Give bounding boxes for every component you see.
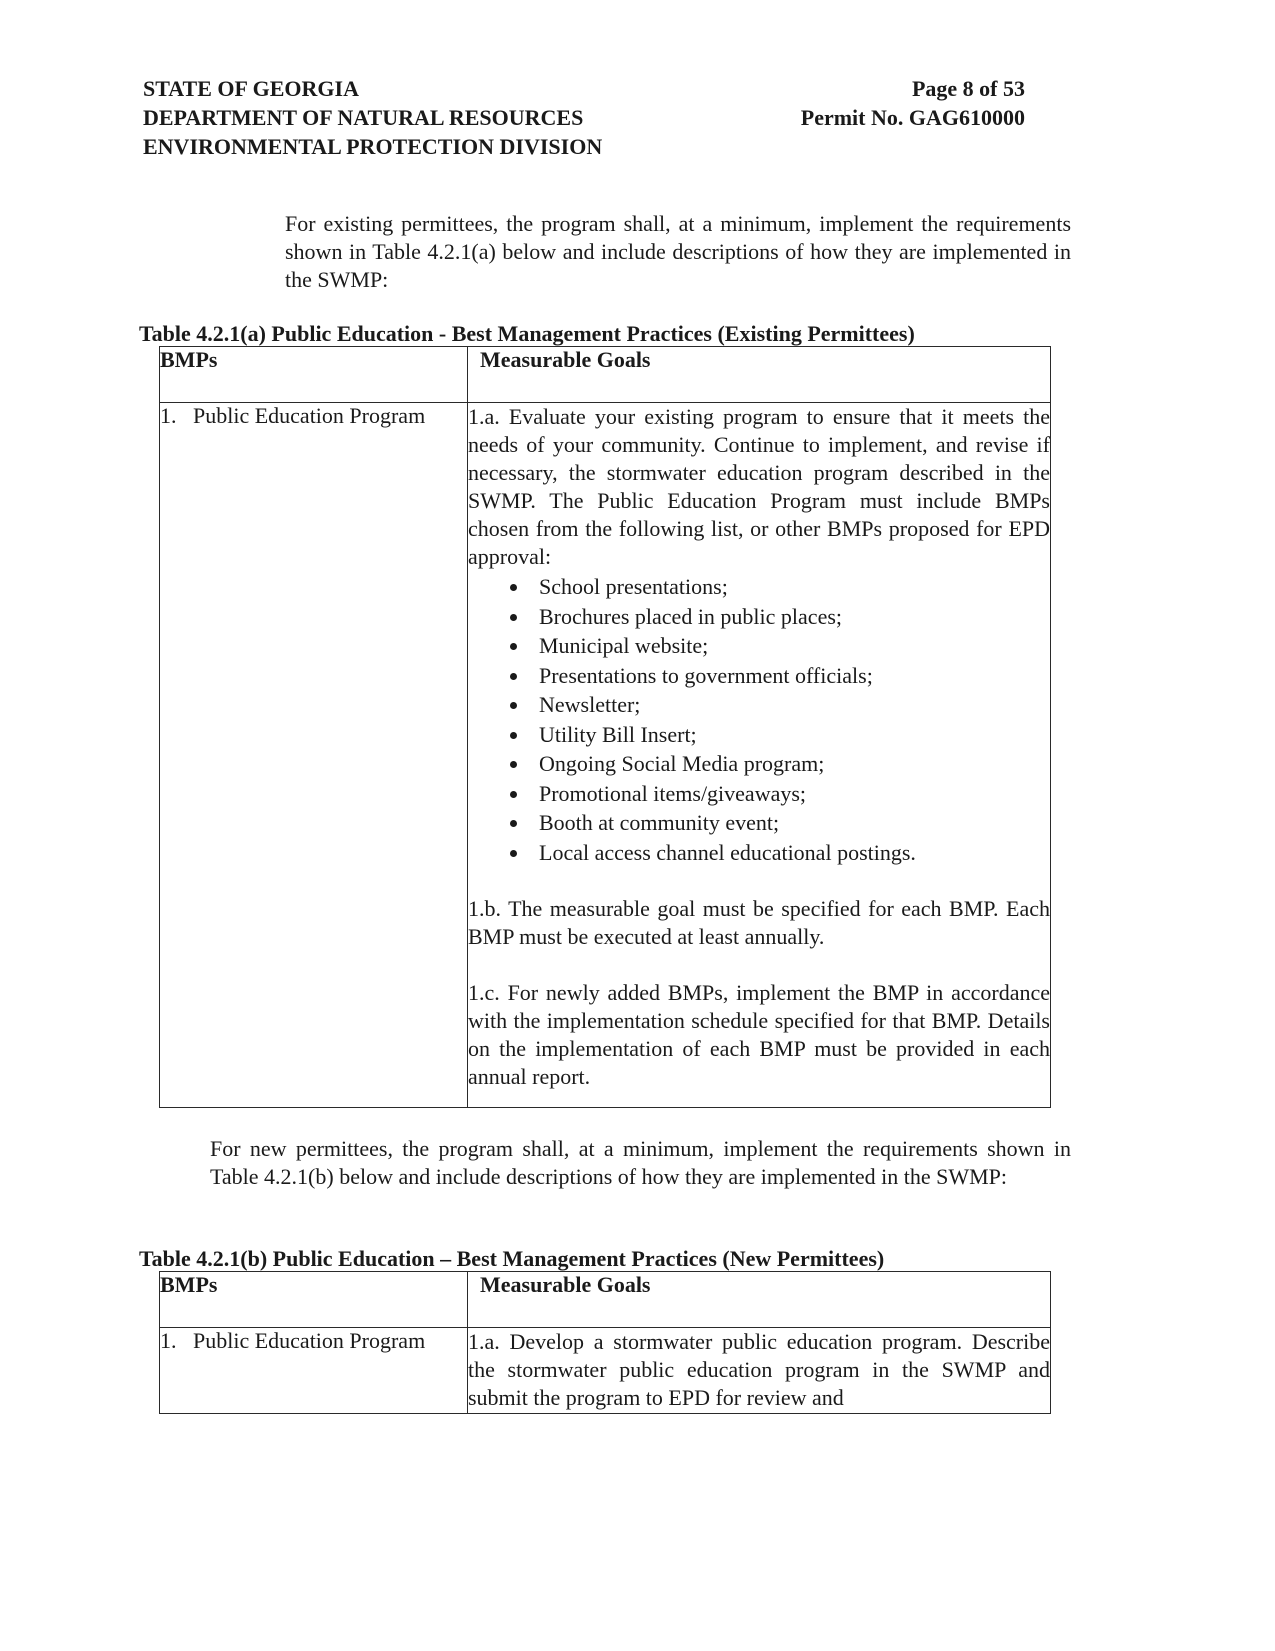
bmp-number: 1. <box>160 1328 177 1353</box>
bmp-cell <box>160 403 468 1108</box>
list-item: Ongoing Social Media program; <box>510 749 1050 779</box>
list-item: Utility Bill Insert; <box>510 720 1050 750</box>
list-item: Booth at community event; <box>510 808 1050 838</box>
bmp-cell <box>160 1328 468 1414</box>
list-item: Local access channel educational postings. <box>510 838 1050 868</box>
col-goals-header: Measurable Goals <box>468 347 1051 403</box>
page-number: Page 8 of 53 <box>911 76 1025 101</box>
table-b <box>159 1271 1051 1414</box>
table-a-caption: Table 4.2.1(a) Public Education - Best Management Practices (Existing Permittees) <box>139 321 915 346</box>
header-division: ENVIRONMENTAL PROTECTION DIVISION <box>143 134 603 159</box>
goal-1a: 1.a. Evaluate your existing program to ensure that it meets the needs of your community. Continue to implement, and revise if necessary, the stormwater education program described in the SWMP. The Public Education Program must include BMPs chosen from the following list, or other BMPs proposed for EPD approval: <box>468 404 1050 569</box>
page-info <box>776 74 1025 132</box>
col-goals-header: Measurable Goals <box>468 1272 1051 1328</box>
permit-number: Permit No. GAG610000 <box>800 105 1025 130</box>
list-item: Promotional items/giveaways; <box>510 779 1050 809</box>
bmp-label: Public Education Program <box>193 1328 426 1353</box>
intro-existing-paragraph: For existing permittees, the program shall, at a minimum, implement the requirements shown in Table 4.2.1(a) below and include descriptions of how they are implemented in the SWMP: <box>285 211 1071 292</box>
goals-cell <box>468 403 1051 1108</box>
table-a <box>159 346 1051 1108</box>
col-bmps-header: BMPs <box>160 1272 468 1328</box>
header-department: DEPARTMENT OF NATURAL RESOURCES <box>143 105 584 130</box>
goal-1b: 1.b. The measurable goal must be specified for each BMP. Each BMP must be executed at least annually. <box>468 896 1050 949</box>
bmp-options-list <box>468 572 1050 867</box>
header-state: STATE OF GEORGIA <box>143 76 359 101</box>
goal-1a: 1.a. Develop a stormwater public education program. Describe the stormwater public education program in the SWMP and submit the program to EPD for review and <box>468 1329 1050 1410</box>
list-item: Brochures placed in public places; <box>510 602 1050 632</box>
list-item: Newsletter; <box>510 690 1050 720</box>
agency-header <box>143 74 602 161</box>
list-item: Presentations to government officials; <box>510 661 1050 691</box>
list-item: School presentations; <box>510 572 1050 602</box>
list-item: Municipal website; <box>510 631 1050 661</box>
intro-new-paragraph: For new permittees, the program shall, at a minimum, implement the requirements shown in Table 4.2.1(b) below and include descriptions of how they are implemented in the SWMP: <box>210 1136 1071 1189</box>
bmp-label: Public Education Program <box>193 403 426 428</box>
table-row <box>160 1328 1051 1414</box>
table-b-caption: Table 4.2.1(b) Public Education – Best Management Practices (New Permittees) <box>139 1246 885 1271</box>
table-row <box>160 403 1051 1108</box>
table-header-row <box>160 1272 1051 1328</box>
goals-cell <box>468 1328 1051 1414</box>
col-bmps-header: BMPs <box>160 347 468 403</box>
table-header-row <box>160 347 1051 403</box>
goal-1c: 1.c. For newly added BMPs, implement the BMP in accordance with the implementation schedule specified for that BMP. Details on the implementation of each BMP must be provided in each annual report. <box>468 980 1050 1089</box>
bmp-number: 1. <box>160 403 177 428</box>
